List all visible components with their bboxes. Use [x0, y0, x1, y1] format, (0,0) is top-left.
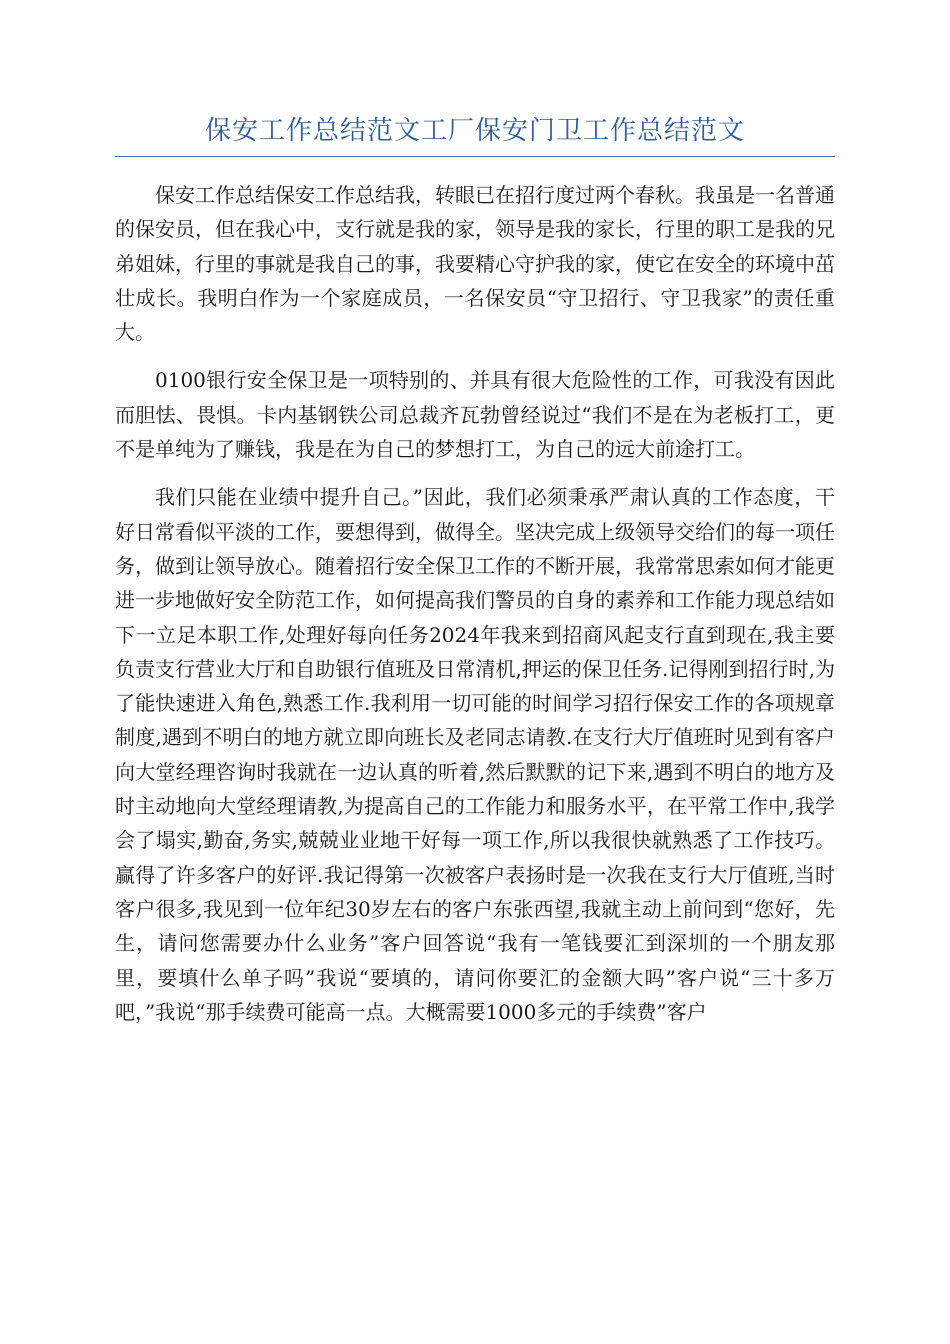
paragraph-3: 我们只能在业绩中提升自己。”因此，我们必须秉承严肃认真的工作态度，干好日常看似平淡的工作，要想得到，做得全。坚决完成上级领导交给们的每一项任务，做到让领导放心。随着招行安全保卫工作的不断开展，我常常思索如何才能更进一步地做好安全防范工作，如何提高我们警员的自身的素养和工作能力现总结如下一立足本职工作,处理好每向任务2024年我来到招商风起支行直到现在,我主要负责支行营业大厅和自助银行值班及日常清机,押运的保卫任务.记得刚到招行时,为了能快速进入角色,熟悉工作.我利用一切可能的时间学习招行保安工作的各项规章制度,遇到不明白的地方就立即向班长及老同志请教.在支行大厅值班时见到有客户向大堂经理咨询时我就在一边认真的听着,然后默默的记下来,遇到不明白的地方及时主动地向大堂经理请教,为提高自己的工作能力和服务水平，在平常工作中,我学会了塌实,勤奋,务实,兢兢业业地干好每一项工作,所以我很快就熟悉了工作技巧。赢得了许多客户的好评.我记得第一次被客户表扬时是一次我在支行大厅值班,当时客户很多,我见到一位年纪30岁左右的客户东张西望,我就主动上前问到“您好，先生，请问您需要办什么业务”客户回答说“我有一笔钱要汇到深圳的一个朋友那里，要填什么单子吗”我说“要填的，请问你要汇的金额大吗”客户说“三十多万吧，”我说“那手续费可能高一点。大概需要1000多元的手续费”客户: [115, 485, 835, 1024]
title-block: [115, 114, 835, 157]
paragraph-2: 0100银行安全保卫是一项特别的、并具有很大危险性的工作，可我没有因此而胆怯、畏惧。卡内基钢铁公司总裁齐瓦勃曾经说过“我们不是在为老板打工，更不是单纯为了赚钱，我是在为自己的梦想打工，为自己的远大前途打工。: [115, 368, 835, 462]
paragraph-1: 保安工作总结保安工作总结我，转眼已在招行度过两个春秋。我虽是一名普通的保安员，但在我心中，支行就是我的家，领导是我的家长，行里的职工是我的兄弟姐妹，行里的事就是我自己的事，我要精心守护我的家，使它在安全的环境中茁壮成长。我明白作为一个家庭成员，一名保安员“守卫招行、守卫我家”的责任重大。: [115, 183, 835, 345]
document-body: [115, 178, 835, 1043]
document-title: 保安工作总结范文工厂保安门卫工作总结范文: [204, 116, 745, 146]
